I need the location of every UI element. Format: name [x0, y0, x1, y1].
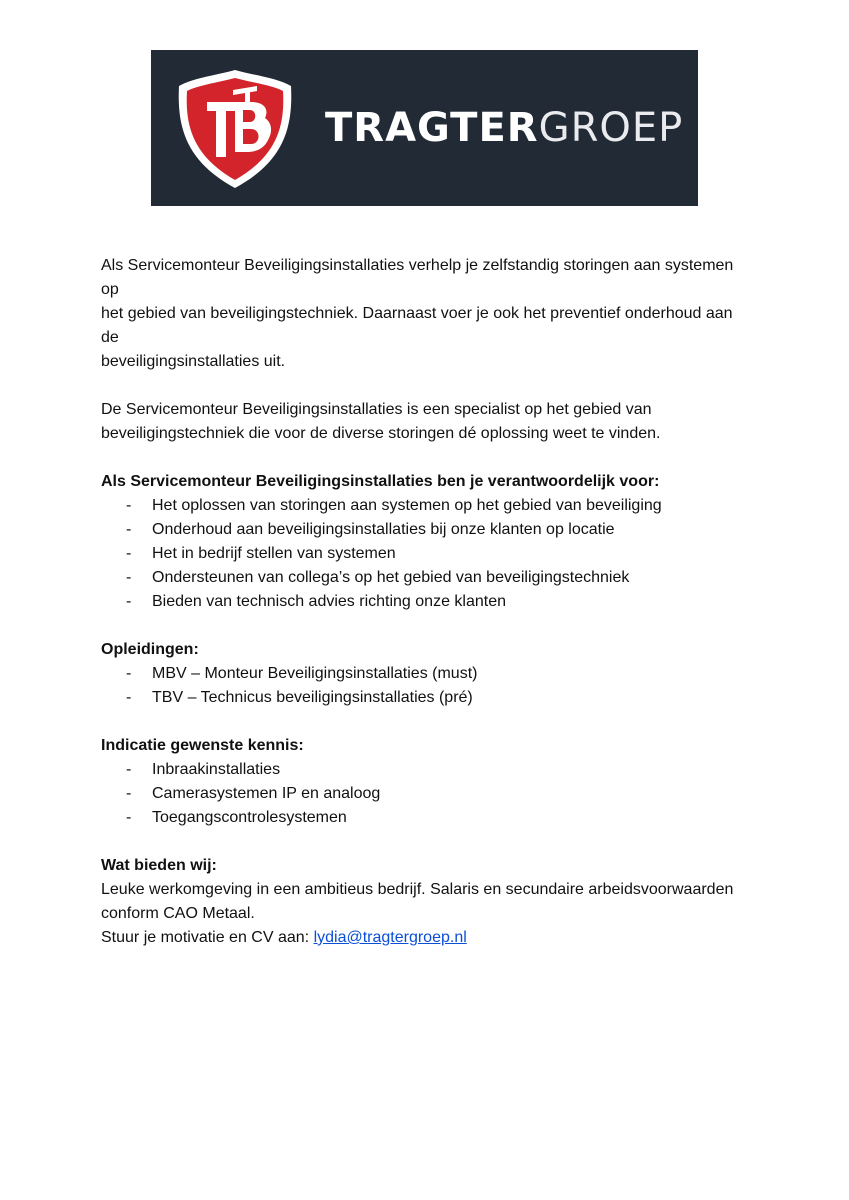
- company-wordmark: [325, 104, 683, 152]
- list-dash: -: [126, 569, 132, 586]
- text-line: Als Servicemonteur Beveiligingsinstallaties verhelp je zelfstandig storingen aan systemen op: [101, 257, 734, 298]
- offer-paragraph: [101, 878, 741, 950]
- knowledge-list: [101, 758, 741, 830]
- list-item: [101, 662, 741, 686]
- responsibilities-list: [101, 494, 741, 614]
- list-dash: -: [126, 785, 132, 802]
- list-item-text: Ondersteunen van collega’s op het gebied van beveiligingstechniek: [152, 569, 630, 586]
- list-dash: -: [126, 521, 132, 538]
- text-line: beveiligingsinstallaties uit.: [101, 353, 286, 370]
- tragtergroep-shield-logo-icon: [173, 66, 298, 190]
- list-item: [101, 590, 741, 614]
- list-dash: -: [126, 761, 132, 778]
- list-dash: -: [126, 593, 132, 610]
- responsibilities-heading: Als Servicemonteur Beveiligingsinstallaties ben je verantwoordelijk voor:: [101, 473, 660, 490]
- list-item-text: Onderhoud aan beveiligingsinstallaties bij onze klanten op locatie: [152, 521, 615, 538]
- wordmark-light: GROEP: [538, 105, 684, 151]
- list-item: [101, 806, 741, 830]
- knowledge-heading: Indicatie gewenste kennis:: [101, 737, 304, 754]
- company-banner: [151, 50, 698, 206]
- list-dash: -: [126, 689, 132, 706]
- contact-prefix: Stuur je motivatie en CV aan:: [101, 929, 314, 946]
- intro-paragraph-2: [101, 398, 741, 446]
- list-dash: -: [126, 545, 132, 562]
- list-item-text: Inbraakinstallaties: [152, 761, 281, 778]
- text-line: conform CAO Metaal.: [101, 905, 255, 922]
- list-dash: -: [126, 497, 132, 514]
- list-item-text: Het oplossen van storingen aan systemen op het gebied van beveiliging: [152, 497, 662, 514]
- text-line: De Servicemonteur Beveiligingsinstallaties is een specialist op het gebied van: [101, 401, 652, 418]
- offer-heading: Wat bieden wij:: [101, 857, 217, 874]
- text-line: het gebied van beveiligingstechniek. Daarnaast voer je ook het preventief onderhoud aan de: [101, 305, 733, 346]
- vacancy-body: [101, 254, 741, 950]
- list-item-text: MBV – Monteur Beveiligingsinstallaties (must): [152, 665, 478, 682]
- text-line: beveiligingstechniek die voor de diverse storingen dé oplossing weet te vinden.: [101, 425, 661, 442]
- education-heading: Opleidingen:: [101, 641, 199, 658]
- list-item: [101, 566, 741, 590]
- text-line: Leuke werkomgeving in een ambitieus bedrijf. Salaris en secundaire arbeidsvoorwaarden: [101, 881, 734, 898]
- list-item: [101, 782, 741, 806]
- wordmark-bold: TRAGTER: [325, 105, 539, 151]
- contact-email-link[interactable]: lydia@tragtergroep.nl: [313, 929, 467, 946]
- list-item: [101, 686, 741, 710]
- list-dash: -: [126, 809, 132, 826]
- list-item-text: Camerasystemen IP en analoog: [152, 785, 381, 802]
- list-item-text: Bieden van technisch advies richting onze klanten: [152, 593, 506, 610]
- list-dash: -: [126, 665, 132, 682]
- list-item: [101, 758, 741, 782]
- list-item: [101, 542, 741, 566]
- intro-paragraph-1: [101, 254, 741, 374]
- list-item-text: Het in bedrijf stellen van systemen: [152, 545, 396, 562]
- list-item-text: Toegangscontrolesystemen: [152, 809, 347, 826]
- list-item: [101, 518, 741, 542]
- list-item-text: TBV – Technicus beveiligingsinstallaties (pré): [152, 689, 473, 706]
- education-list: [101, 662, 741, 710]
- list-item: [101, 494, 741, 518]
